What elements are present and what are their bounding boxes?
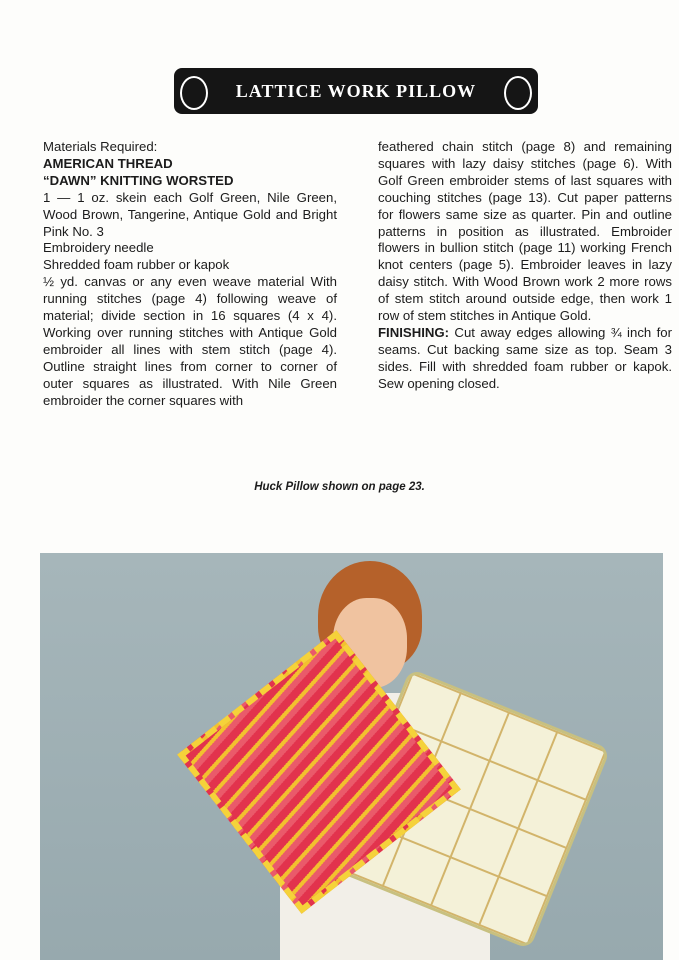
brand-line: AMERICAN THREAD	[43, 155, 173, 171]
needle-item: Embroidery needle	[43, 240, 154, 256]
caption: Huck Pillow shown on page 23.	[254, 481, 425, 493]
left-column	[43, 139, 337, 410]
yarn-colors: 1 — 1 oz. skein each Golf Green, Nile Green, Wood Brown, Tangerine, Antique Gold and Bright Pink No. 3	[43, 189, 337, 239]
page-title: LATTICE WORK PILLOW	[235, 80, 477, 101]
instructions-text: ½ yd. canvas or any even weave material With running stitches (page 4) following weave of material; divide section in 16 squares (4 x 4). Working over running stitches with Antique Gold embroider all lines with stem stitch (page 4). Outline straight lines from corner to corner of outer squares as illustrated. With Nile Green embroider the corner squares with	[43, 274, 337, 408]
finishing-label: FINISHING:	[378, 324, 450, 340]
materials-heading: Materials Required:	[43, 139, 158, 154]
title-banner	[174, 68, 538, 114]
finishing-text: Cut away edges allowing ¾ inch for seams. Cut backing same size as top. Seam 3 sides. Fill with shredded foam rubber or kapok. Sew opening closed.	[378, 324, 672, 391]
pillow-photo	[40, 553, 663, 960]
yarn-line: “DAWN” KNITTING WORSTED	[43, 172, 234, 188]
instructions-continued: feathered chain stitch (page 8) and remaining squares with lazy daisy stitches (page 6). With Golf Green embroider stems of last squares with couching stitches (page 13). Cut paper patterns for flowers same size as quarter. Pin and outline patterns in position as illustrated. Embroider flowers in bullion stitch (page 11) working French knot centers (page 5). Embroider leaves in lazy daisy stitch. With Wood Brown work 2 more rows of stem stitch around outside edge, then work 1 row of stem stitches in Antique Gold.	[378, 139, 672, 324]
right-column	[378, 139, 672, 393]
filling-item: Shredded foam rubber or kapok	[43, 257, 230, 273]
